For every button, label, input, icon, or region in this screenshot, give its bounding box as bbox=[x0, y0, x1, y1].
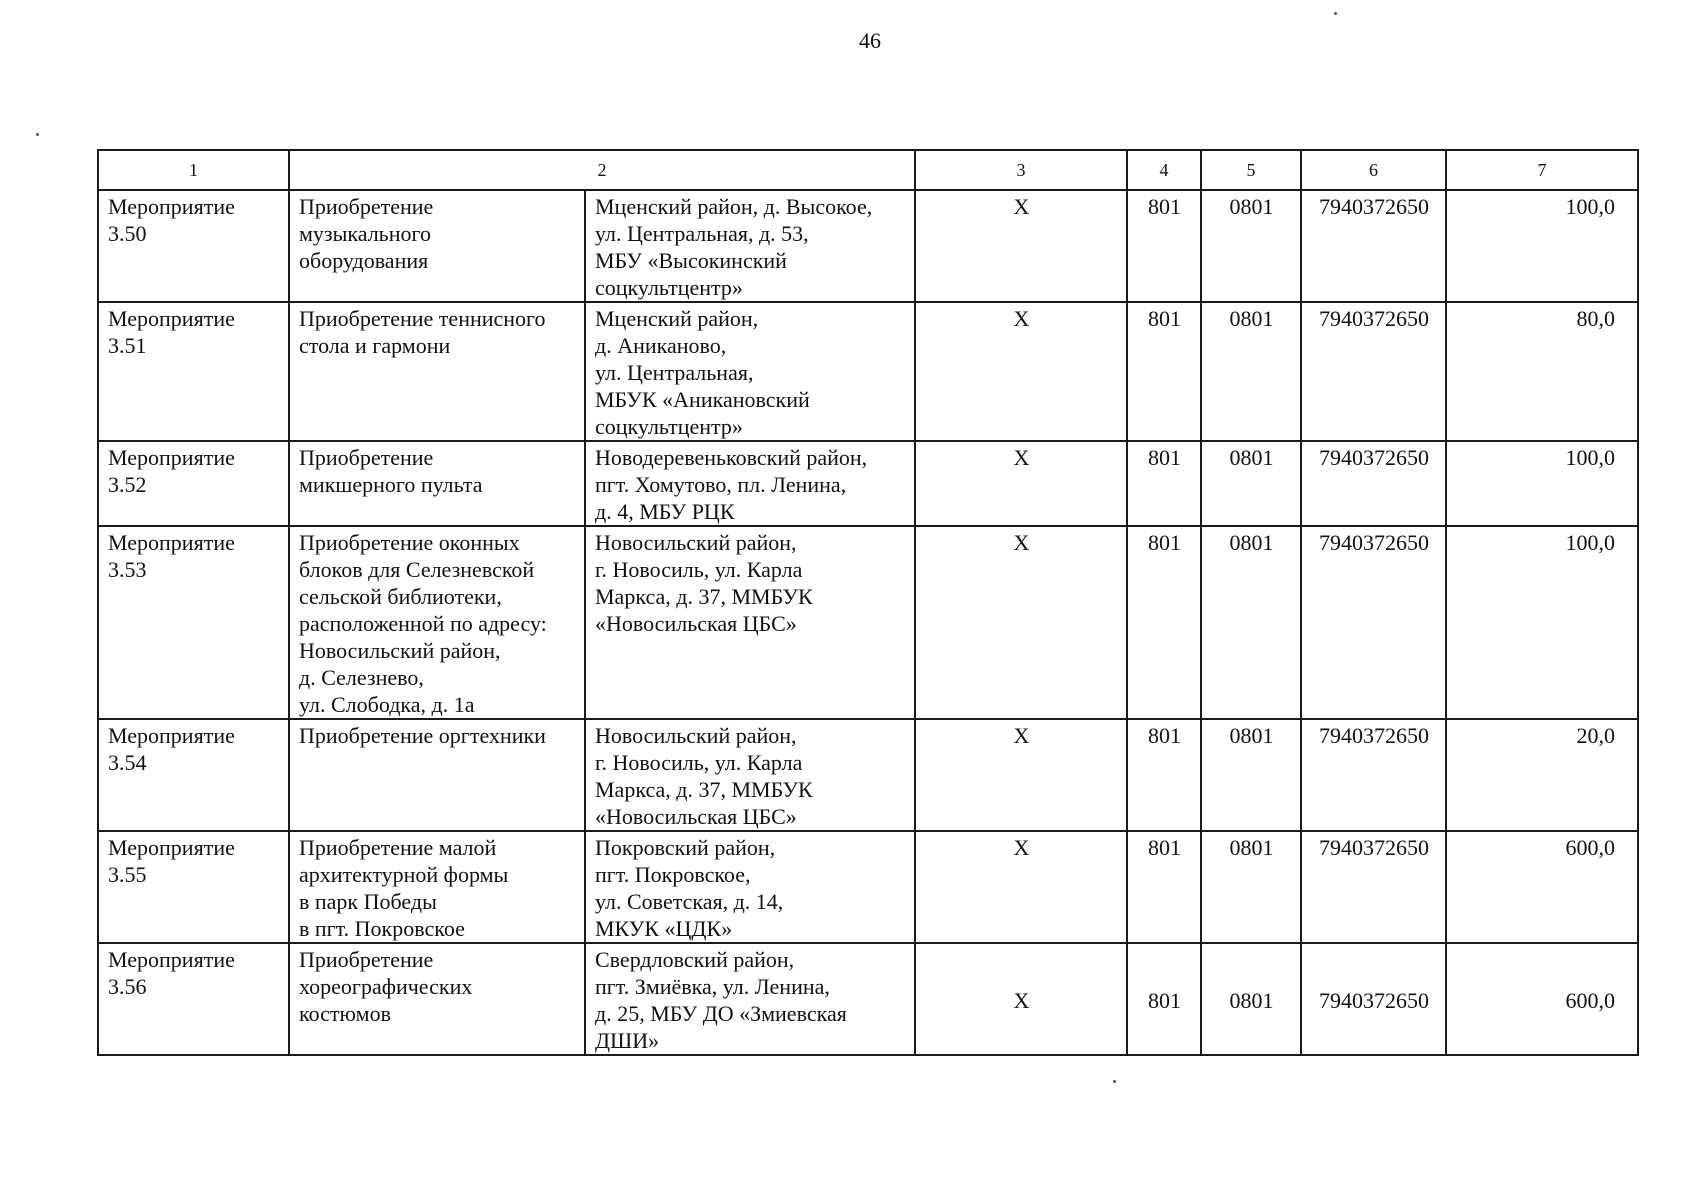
location-line: г. Новосиль, ул. Карла bbox=[595, 750, 803, 775]
location-line: д. 4, МБУ РЦК bbox=[595, 499, 735, 524]
location-line: Маркса, д. 37, ММБУК bbox=[595, 777, 813, 802]
location-line: Покровский район, bbox=[595, 835, 776, 860]
event-cell bbox=[98, 943, 289, 1055]
description-line: блоков для Селезневской bbox=[299, 557, 535, 582]
location-line: Мценский район, bbox=[595, 306, 759, 331]
event-cell bbox=[98, 526, 289, 719]
description-line: Приобретение bbox=[299, 947, 434, 972]
location-line: Мценский район, д. Высокое, bbox=[595, 194, 873, 219]
location-line: Маркса, д. 37, ММБУК bbox=[595, 584, 813, 609]
table-row bbox=[98, 526, 1638, 719]
event-label: Мероприятие bbox=[108, 445, 235, 470]
location-line: Новодеревеньковский район, bbox=[595, 445, 868, 470]
scan-speck bbox=[1113, 1080, 1116, 1083]
location-line: пгт. Змиёвка, ул. Ленина, bbox=[595, 974, 830, 999]
col7-cell: 600,0 bbox=[1446, 943, 1638, 1055]
description-line: сельской библиотеки, bbox=[299, 584, 502, 609]
table-row bbox=[98, 190, 1638, 302]
header-cell-1: 1 bbox=[98, 150, 289, 190]
location-line: «Новосильская ЦБС» bbox=[595, 804, 797, 829]
description-line: стола и гармони bbox=[299, 333, 451, 358]
location-line: соцкультцентр» bbox=[595, 275, 743, 300]
col3-cell: Х bbox=[915, 302, 1127, 441]
event-number: 3.52 bbox=[108, 472, 147, 497]
table-row bbox=[98, 831, 1638, 943]
location-line: Новосильский район, bbox=[595, 723, 797, 748]
scan-speck bbox=[1334, 12, 1337, 15]
col6-cell: 7940372650 bbox=[1301, 526, 1446, 719]
event-number: 3.50 bbox=[108, 221, 147, 246]
event-number: 3.51 bbox=[108, 333, 147, 358]
col6-cell: 7940372650 bbox=[1301, 943, 1446, 1055]
col5-cell: 0801 bbox=[1201, 526, 1301, 719]
location-cell bbox=[585, 831, 915, 943]
col7-cell: 600,0 bbox=[1446, 831, 1638, 943]
description-line: Приобретение малой bbox=[299, 835, 497, 860]
col3-cell: Х bbox=[915, 831, 1127, 943]
description-line: в пгт. Покровское bbox=[299, 916, 465, 941]
event-cell bbox=[98, 719, 289, 831]
description-line: микшерного пульта bbox=[299, 472, 483, 497]
col4-cell: 801 bbox=[1127, 943, 1201, 1055]
location-cell bbox=[585, 719, 915, 831]
col7-cell: 100,0 bbox=[1446, 526, 1638, 719]
table-row bbox=[98, 302, 1638, 441]
measures-table bbox=[97, 149, 1639, 1056]
description-line: Новосильский район, bbox=[299, 638, 501, 663]
location-line: «Новосильская ЦБС» bbox=[595, 611, 797, 636]
location-line: ДШИ» bbox=[595, 1028, 660, 1053]
col6-cell: 7940372650 bbox=[1301, 719, 1446, 831]
col6-cell: 7940372650 bbox=[1301, 302, 1446, 441]
event-number: 3.54 bbox=[108, 750, 147, 775]
col4-cell: 801 bbox=[1127, 302, 1201, 441]
col4-cell: 801 bbox=[1127, 441, 1201, 526]
location-cell bbox=[585, 526, 915, 719]
table-row bbox=[98, 719, 1638, 831]
description-line: д. Селезнево, bbox=[299, 665, 424, 690]
col5-cell: 0801 bbox=[1201, 441, 1301, 526]
col5-cell: 0801 bbox=[1201, 831, 1301, 943]
event-label: Мероприятие bbox=[108, 194, 235, 219]
location-cell bbox=[585, 302, 915, 441]
description-line: Приобретение bbox=[299, 194, 434, 219]
description-line: архитектурной формы bbox=[299, 862, 509, 887]
header-cell-3: 3 bbox=[915, 150, 1127, 190]
event-label: Мероприятие bbox=[108, 835, 235, 860]
location-line: соцкультцентр» bbox=[595, 414, 743, 439]
description-line: костюмов bbox=[299, 1001, 391, 1026]
location-line: пгт. Хомутово, пл. Ленина, bbox=[595, 472, 847, 497]
location-cell bbox=[585, 441, 915, 526]
col7-cell: 100,0 bbox=[1446, 190, 1638, 302]
event-number: 3.53 bbox=[108, 557, 147, 582]
location-line: ул. Советская, д. 14, bbox=[595, 889, 784, 914]
event-label: Мероприятие bbox=[108, 723, 235, 748]
col5-cell: 0801 bbox=[1201, 190, 1301, 302]
col3-cell: Х bbox=[915, 190, 1127, 302]
col7-cell: 100,0 bbox=[1446, 441, 1638, 526]
col6-cell: 7940372650 bbox=[1301, 190, 1446, 302]
description-cell bbox=[289, 302, 585, 441]
location-line: д. 25, МБУ ДО «Змиевская bbox=[595, 1001, 847, 1026]
description-line: оборудования bbox=[299, 248, 429, 273]
header-cell-5: 5 bbox=[1201, 150, 1301, 190]
col3-cell: Х bbox=[915, 943, 1127, 1055]
location-line: г. Новосиль, ул. Карла bbox=[595, 557, 803, 582]
location-line: Свердловский район, bbox=[595, 947, 795, 972]
col6-cell: 7940372650 bbox=[1301, 831, 1446, 943]
event-label: Мероприятие bbox=[108, 947, 235, 972]
col4-cell: 801 bbox=[1127, 719, 1201, 831]
event-number: 3.56 bbox=[108, 974, 147, 999]
page-number: 46 bbox=[859, 28, 881, 53]
description-line: в парк Победы bbox=[299, 889, 437, 914]
description-cell bbox=[289, 719, 585, 831]
col3-cell: Х bbox=[915, 441, 1127, 526]
event-label: Мероприятие bbox=[108, 530, 235, 555]
location-cell bbox=[585, 190, 915, 302]
event-cell bbox=[98, 831, 289, 943]
col7-cell: 80,0 bbox=[1446, 302, 1638, 441]
description-cell bbox=[289, 831, 585, 943]
description-line: Приобретение bbox=[299, 445, 434, 470]
col7-cell: 20,0 bbox=[1446, 719, 1638, 831]
event-cell bbox=[98, 441, 289, 526]
description-cell bbox=[289, 526, 585, 719]
event-cell bbox=[98, 302, 289, 441]
location-line: МБУ «Высокинский bbox=[595, 248, 787, 273]
location-line: ул. Центральная, д. 53, bbox=[595, 221, 809, 246]
header-cell-6: 6 bbox=[1301, 150, 1446, 190]
header-cell-4: 4 bbox=[1127, 150, 1201, 190]
description-line: музыкального bbox=[299, 221, 431, 246]
scan-speck bbox=[36, 133, 39, 136]
description-line: Приобретение оконных bbox=[299, 530, 520, 555]
col5-cell: 0801 bbox=[1201, 719, 1301, 831]
col4-cell: 801 bbox=[1127, 831, 1201, 943]
col6-cell: 7940372650 bbox=[1301, 441, 1446, 526]
description-cell bbox=[289, 190, 585, 302]
table-row bbox=[98, 943, 1638, 1055]
location-line: ул. Центральная, bbox=[595, 360, 754, 385]
location-line: пгт. Покровское, bbox=[595, 862, 751, 887]
description-line: ул. Слободка, д. 1а bbox=[299, 692, 475, 717]
event-number: 3.55 bbox=[108, 862, 147, 887]
description-line: расположенной по адресу: bbox=[299, 611, 547, 636]
col3-cell: Х bbox=[915, 526, 1127, 719]
description-line: Приобретение теннисного bbox=[299, 306, 546, 331]
location-line: МКУК «ЦДК» bbox=[595, 916, 733, 941]
col4-cell: 801 bbox=[1127, 526, 1201, 719]
header-cell-7: 7 bbox=[1446, 150, 1638, 190]
location-line: д. Аниканово, bbox=[595, 333, 727, 358]
description-cell bbox=[289, 441, 585, 526]
event-label: Мероприятие bbox=[108, 306, 235, 331]
header-cell-2: 2 bbox=[289, 150, 915, 190]
location-line: МБУК «Аникановский bbox=[595, 387, 810, 412]
col3-cell: Х bbox=[915, 719, 1127, 831]
description-cell bbox=[289, 943, 585, 1055]
location-cell bbox=[585, 943, 915, 1055]
col5-cell: 0801 bbox=[1201, 943, 1301, 1055]
col5-cell: 0801 bbox=[1201, 302, 1301, 441]
table-row bbox=[98, 441, 1638, 526]
col4-cell: 801 bbox=[1127, 190, 1201, 302]
event-cell bbox=[98, 190, 289, 302]
description-line: хореографических bbox=[299, 974, 473, 999]
location-line: Новосильский район, bbox=[595, 530, 797, 555]
header-row bbox=[98, 150, 1638, 190]
description-line: Приобретение оргтехники bbox=[299, 723, 546, 748]
